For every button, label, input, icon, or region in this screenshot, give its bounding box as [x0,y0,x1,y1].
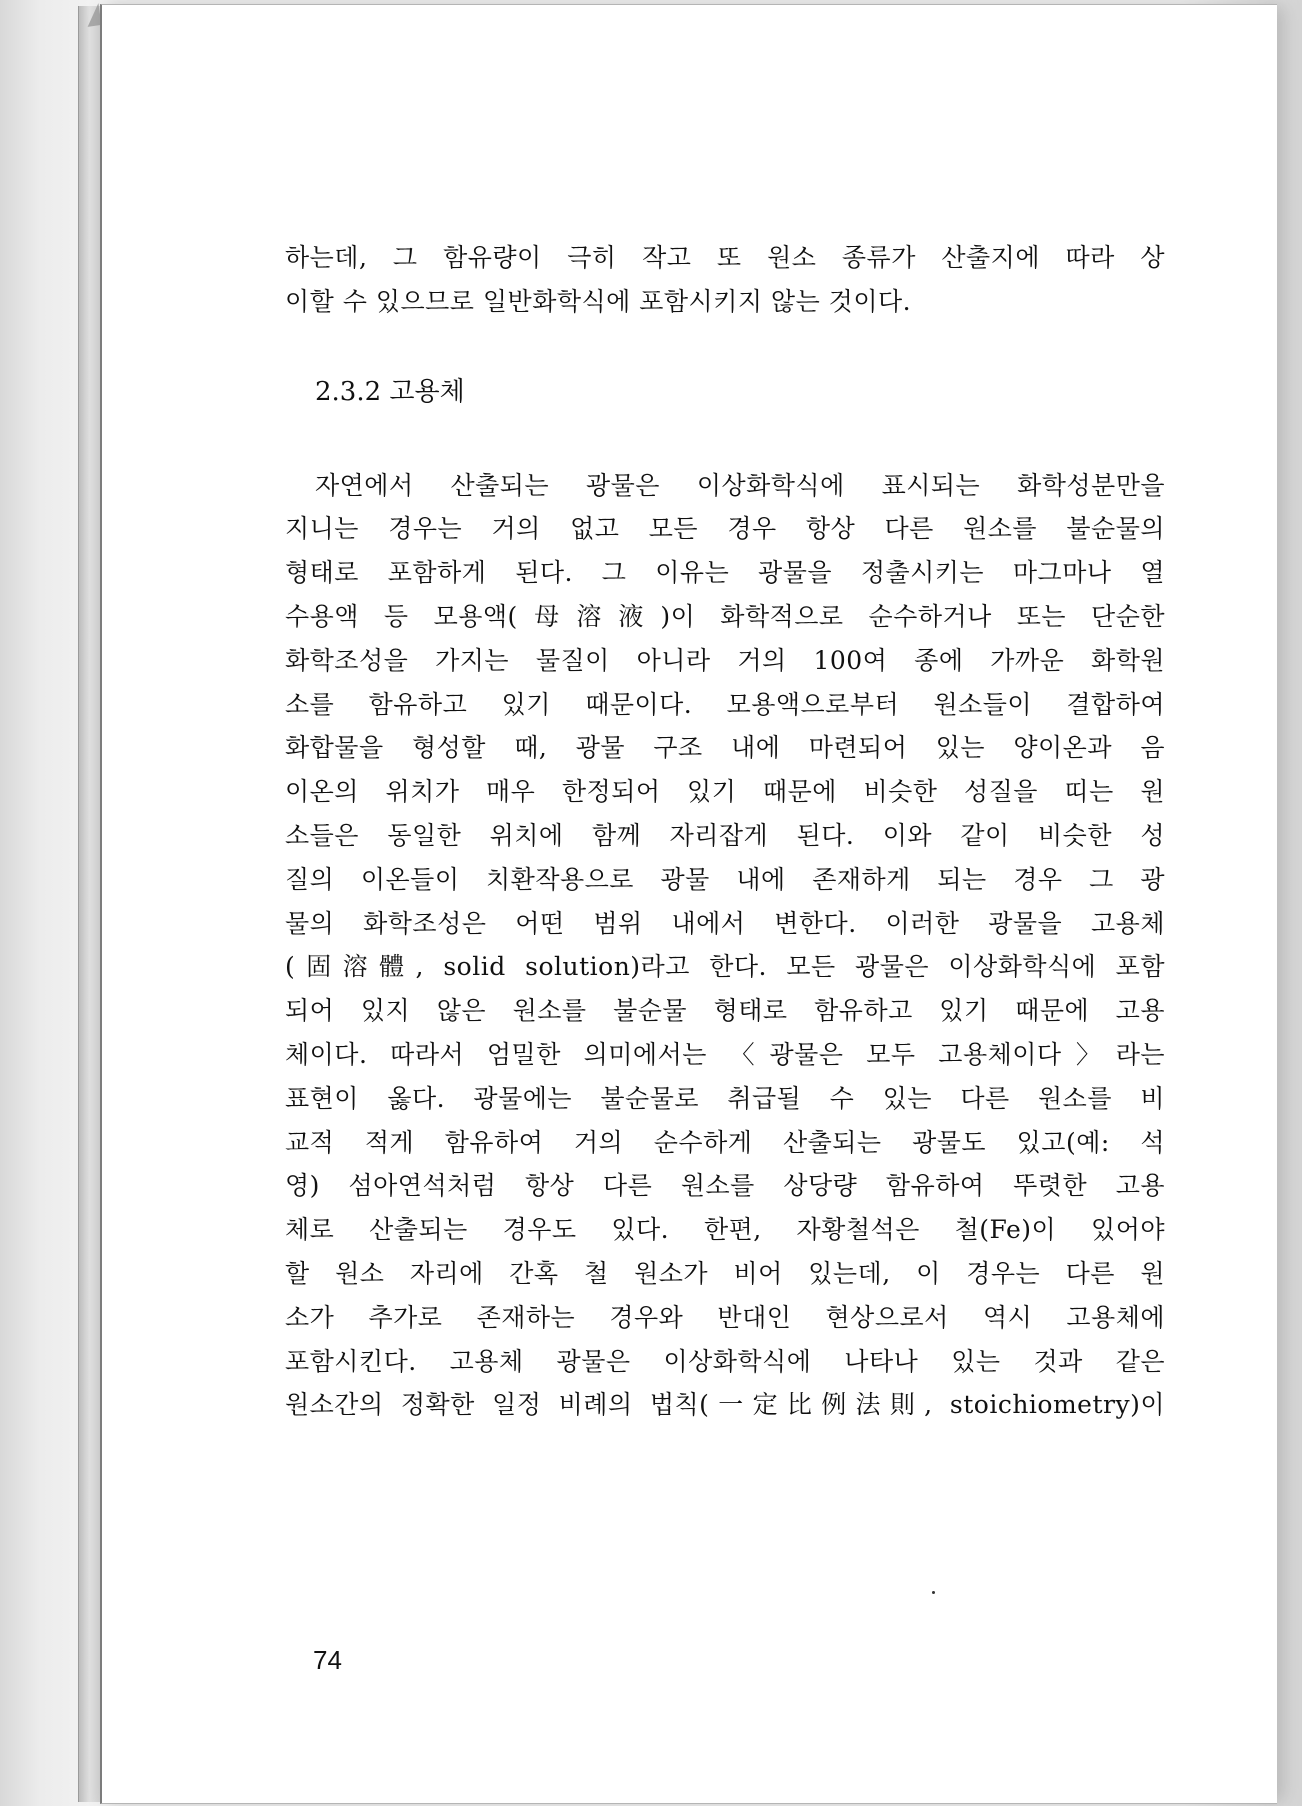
scan-speck [932,1591,935,1594]
text-line: 형태로 포함하게 된다. 그 이유는 광물을 정출시키는 마그마나 열 [285,558,1165,588]
text-line: 영) 섬아연석처럼 항상 다른 원소를 상당량 함유하여 뚜렷한 고용 [285,1171,1165,1201]
text-line: 이온의 위치가 매우 한정되어 있기 때문에 비슷한 성질을 띠는 원 [285,777,1165,807]
text-line: 체로 산출되는 경우도 있다. 한편, 자황철석은 철(Fe)이 있어야 [285,1215,1165,1245]
text-line: 소들은 동일한 위치에 함께 자리잡게 된다. 이와 같이 비슷한 성 [285,820,1165,850]
text-line: 소가 추가로 존재하는 경우와 반대인 현상으로서 역시 고용체에 [285,1302,1165,1332]
text-line: 포함시킨다. 고용체 광물은 이상화학식에 나타나 있는 것과 같은 [285,1346,1165,1376]
paragraph-first-line: 자연에서 산출되는 광물은 이상화학식에 표시되는 화학성분만을 [315,470,1165,500]
page-content [285,236,1165,1427]
text-line: 소를 함유하고 있기 때문이다. 모용액으로부터 원소들이 결합하여 [285,689,1165,719]
text-line: 질의 이온들이 치환작용으로 광물 내에 존재하게 되는 경우 그 광 [285,864,1165,894]
text-line: 화합물을 형성할 때, 광물 구조 내에 마련되어 있는 양이온과 음 [285,733,1165,763]
text-line: 교적 적게 함유하여 거의 순수하게 산출되는 광물도 있고(예: 석 [285,1127,1165,1157]
text-line: 이할 수 있으므로 일반화학식에 포함시키지 않는 것이다. [285,286,912,316]
text-line: 지니는 경우는 거의 없고 모든 경우 항상 다른 원소를 불순물의 [285,514,1165,544]
section-heading: 2.3.2 고용체 [315,376,465,407]
page-number: 74 [313,1645,342,1675]
text-line: 물의 화학조성은 어떤 범위 내에서 변한다. 이러한 광물을 고용체 [285,908,1165,938]
text-line: 되어 있지 않은 원소를 불순물 형태로 함유하고 있기 때문에 고용 [285,996,1165,1026]
text-line: 체이다. 따라서 엄밀한 의미에서는 〈광물은 모두 고용체이다〉라는 [285,1039,1165,1069]
text-line: 수용액 등 모용액(母溶液)이 화학적으로 순수하거나 또는 단순한 [285,601,1165,631]
text-line: 하는데, 그 함유량이 극히 작고 또 원소 종류가 산출지에 따라 상 [285,243,1165,272]
text-line: 할 원소 자리에 간혹 철 원소가 비어 있는데, 이 경우는 다른 원 [285,1258,1165,1288]
text-line: (固溶體, solid solution)라고 한다. 모든 광물은 이상화학식에 포함 [285,952,1165,982]
text-line: 표현이 옳다. 광물에는 불순물로 취급될 수 있는 다른 원소를 비 [285,1083,1165,1113]
text-line: 원소간의 정확한 일정 비례의 법칙(一定比例法則, stoichiometry)이 [285,1390,1165,1420]
text-line: 화학조성을 가지는 물질이 아니라 거의 100여 종에 가까운 화학원 [285,645,1165,675]
page-corner-fold [85,3,102,27]
